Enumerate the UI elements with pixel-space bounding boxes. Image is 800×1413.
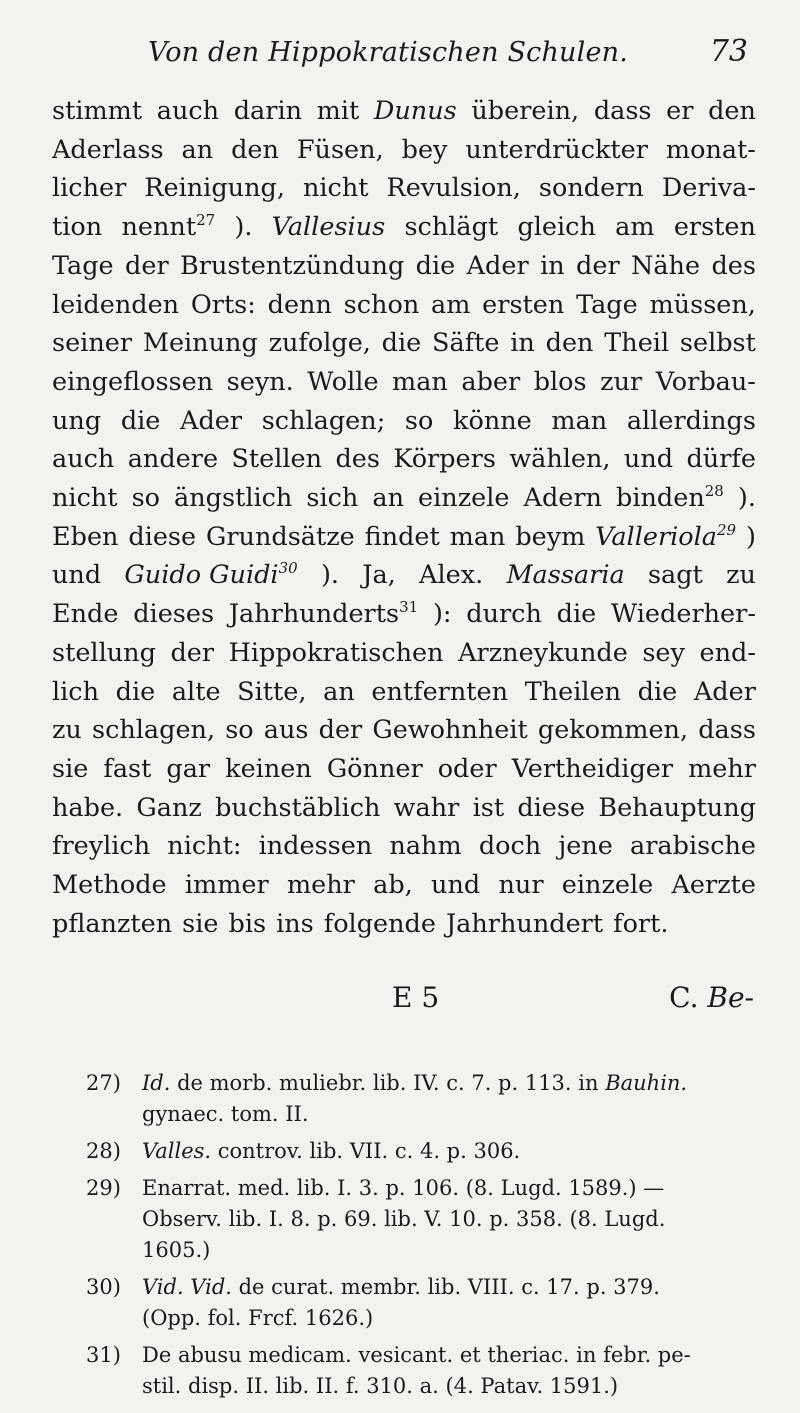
word: alte — [171, 676, 221, 707]
text-line — [52, 595, 756, 634]
word: einzele — [418, 483, 510, 514]
word: dass — [698, 715, 756, 746]
word: Tage — [52, 250, 114, 281]
word: Dunus — [373, 96, 457, 126]
word: man — [449, 521, 506, 552]
footnote-number: 28) — [86, 1139, 121, 1164]
word: gar — [166, 753, 211, 784]
footnote-ref: 31 — [399, 598, 419, 617]
word: arabische — [630, 831, 756, 862]
word: die — [381, 328, 422, 359]
text-line — [52, 634, 756, 673]
word: durch — [466, 599, 542, 630]
text-line — [52, 789, 756, 828]
word: schlägt — [404, 212, 499, 243]
text-line — [52, 479, 756, 518]
word: Grundsätze — [205, 521, 355, 552]
word: beym — [515, 521, 586, 552]
word: Aderlass — [52, 134, 164, 165]
word: ersten — [673, 212, 756, 243]
word: eingeflossen — [52, 366, 214, 397]
word: Arzneykunde — [458, 637, 628, 668]
word: gekommen, — [537, 715, 689, 746]
word: selbst — [679, 328, 756, 359]
word: mit — [316, 96, 360, 126]
word: findet — [364, 521, 440, 552]
word: zufolge, — [268, 328, 371, 359]
word: Säfte — [432, 328, 500, 359]
word: Stellen — [231, 444, 323, 475]
word: stimmt — [52, 96, 143, 126]
word: wählen, — [509, 444, 611, 475]
word: so — [404, 405, 434, 436]
word: seiner — [52, 328, 133, 359]
word: und — [431, 870, 481, 901]
word: binden$^{28}$ — [616, 482, 724, 514]
footnote-line: Id. de morb. muliebr. lib. IV. c. 7. p. 113. in Bauhin. — [142, 1071, 688, 1096]
word: bis — [228, 908, 267, 939]
word: Massaria — [506, 560, 625, 591]
text-line — [52, 518, 756, 557]
word: des — [335, 444, 380, 475]
word: Jahrhunderts$^{31}$ — [228, 598, 419, 630]
word: sie — [182, 908, 219, 939]
word: dürfe — [686, 444, 756, 475]
text-line — [52, 363, 756, 402]
word: aus — [263, 715, 309, 746]
text-line — [52, 556, 756, 595]
word: fast — [103, 753, 152, 784]
footnote-ref: 30 — [278, 559, 298, 578]
word: einzele — [561, 870, 654, 901]
word: darin — [233, 96, 303, 126]
word: pflanzten — [52, 908, 173, 939]
footnote-line: (Opp. fol. Frcf. 1626.) — [142, 1306, 374, 1331]
page-number: 73 — [709, 34, 748, 69]
word: nicht: — [167, 831, 242, 862]
word: Vallesius — [271, 212, 386, 243]
word: Adern — [523, 483, 602, 514]
word: so — [131, 483, 161, 514]
word: licher — [52, 173, 127, 204]
footnotes — [52, 1068, 756, 1402]
word: Ader — [180, 405, 243, 436]
text-line — [52, 440, 756, 479]
word: entfernten — [371, 676, 509, 707]
word: Vertheidiger — [511, 753, 674, 784]
word: nicht — [52, 483, 118, 514]
word: keinen — [225, 753, 312, 784]
word: Wiederher- — [611, 599, 756, 630]
word: ist — [472, 792, 505, 823]
word: nahm — [389, 831, 462, 862]
footnote-line: Vid. Vid. de curat. membr. lib. VIII. c. 17. p. 379. — [142, 1275, 660, 1300]
word: Eben — [52, 521, 119, 552]
word: ): — [432, 599, 452, 630]
text-line — [52, 750, 756, 789]
word: dass — [593, 96, 652, 126]
word: er — [666, 96, 694, 126]
footnote — [52, 1136, 756, 1167]
word: an — [181, 134, 214, 165]
word: am — [431, 289, 471, 320]
word: oder — [437, 753, 497, 784]
word: Ja, — [362, 560, 396, 591]
footnote-line: Observ. lib. I. 8. p. 69. lib. V. 10. p. 358. (8. Lugd. — [142, 1207, 666, 1232]
word: sich — [306, 483, 359, 514]
text-line — [52, 402, 756, 441]
word: überein, — [471, 96, 580, 126]
word: Wolle — [307, 366, 379, 397]
word: man — [392, 366, 448, 397]
word: gleich — [517, 212, 596, 243]
word: ängstlich — [174, 483, 293, 514]
word: Orts: — [190, 289, 256, 320]
text-line — [52, 673, 756, 712]
word: buchstäblich — [215, 792, 381, 823]
word: zu — [52, 715, 82, 746]
word: Gönner — [326, 753, 423, 784]
word: ins — [276, 908, 314, 939]
text-line — [52, 208, 756, 247]
word: lich — [52, 676, 100, 707]
word: Tage — [576, 289, 638, 320]
word: den — [545, 328, 594, 359]
word: fort. — [613, 908, 669, 939]
word: folgende — [323, 908, 436, 939]
word: nennt$^{27}$ — [121, 211, 216, 243]
word: Aerzte — [671, 870, 756, 901]
word: diese — [128, 521, 197, 552]
word: der — [125, 250, 169, 281]
text-line — [52, 905, 756, 944]
word: jene — [558, 831, 613, 862]
word: müssen, — [649, 289, 756, 320]
word: zur — [600, 366, 643, 397]
word: ) — [746, 521, 756, 552]
word: und — [623, 444, 674, 475]
word: aber — [461, 366, 521, 397]
footnote-line: 1605.) — [142, 1238, 211, 1263]
word: Theilen — [524, 676, 622, 707]
text-line — [52, 827, 756, 866]
word: am — [615, 212, 655, 243]
word: sie — [52, 753, 89, 784]
footnote — [52, 1340, 756, 1402]
footnote-line: De abusu medicam. vesicant. et theriac. in febr. pe- — [142, 1343, 691, 1368]
word: mehr — [286, 870, 355, 901]
word: der — [576, 250, 620, 281]
word: Methode — [52, 870, 167, 901]
word: schon — [343, 289, 420, 320]
word: ). — [737, 483, 756, 514]
word: tion — [52, 212, 103, 243]
catchword: C. Be- — [669, 981, 754, 1015]
footnote-line: Valles. controv. lib. VII. c. 4. p. 306. — [142, 1139, 521, 1164]
word: bey — [401, 134, 448, 165]
word: die — [556, 599, 597, 630]
word: nicht — [302, 173, 369, 204]
word: der — [170, 637, 215, 668]
word: immer — [184, 870, 269, 901]
word: des — [711, 250, 756, 281]
word: habe. — [52, 792, 124, 823]
word: Ende — [52, 599, 119, 630]
word: Guido Guidi$^{30}$ — [124, 559, 298, 591]
word: ). — [234, 212, 253, 243]
word: der — [318, 715, 363, 746]
word: Behauptung — [598, 792, 756, 823]
word: Füsen, — [296, 134, 384, 165]
word: Hippokratischen — [228, 637, 444, 668]
word: so — [225, 715, 254, 746]
word: Sitte, — [237, 676, 307, 707]
footnote — [52, 1068, 756, 1130]
word: Ader — [466, 250, 529, 281]
text-line — [52, 247, 756, 286]
word: in — [540, 250, 565, 281]
word: die — [115, 676, 156, 707]
word: sondern — [538, 173, 644, 204]
text-line — [52, 866, 756, 905]
word: an — [323, 676, 355, 707]
footnote-number: 29) — [86, 1176, 121, 1201]
text-line — [52, 131, 756, 170]
word: Gewohnheit — [372, 715, 528, 746]
word: Revulsion, — [386, 173, 521, 204]
running-title: Von den Hippokratischen Schulen. — [148, 37, 629, 68]
word: leidenden — [52, 289, 180, 320]
word: nur — [498, 870, 544, 901]
word: Ader — [693, 676, 756, 707]
word: end- — [699, 637, 756, 668]
word: ). — [320, 560, 339, 591]
text-line — [52, 169, 756, 208]
word: sey — [642, 637, 685, 668]
word: schlagen; — [261, 405, 386, 436]
word: den — [708, 96, 756, 126]
word: andere — [127, 444, 219, 475]
word: denn — [267, 289, 332, 320]
word: diese — [517, 792, 586, 823]
signature-mark: E 5 — [392, 981, 440, 1015]
word: auch — [52, 444, 115, 475]
footnote-number: 30) — [86, 1275, 121, 1300]
footnote — [52, 1173, 756, 1266]
word: ersten — [482, 289, 565, 320]
text-line — [52, 92, 756, 131]
text-line — [52, 286, 756, 325]
word: Brustentzündung — [180, 250, 405, 281]
word: Meinung — [142, 328, 258, 359]
word: ung — [52, 405, 102, 436]
word: wahr — [393, 792, 460, 823]
footnote-ref: 27 — [196, 211, 216, 230]
word: allerdings — [626, 405, 756, 436]
footnote-ref: 28 — [704, 482, 724, 501]
word: und — [52, 560, 102, 591]
word: Vorbau- — [655, 366, 756, 397]
word: stellung — [52, 637, 156, 668]
word: blos — [533, 366, 587, 397]
word: indessen — [258, 831, 373, 862]
word: Jahrhundert — [445, 908, 604, 939]
word: doch — [478, 831, 542, 862]
word: man — [551, 405, 608, 436]
word: könne — [453, 405, 532, 436]
word: freylich — [52, 831, 151, 862]
word: die — [637, 676, 678, 707]
footnote-line: Enarrat. med. lib. I. 3. p. 106. (8. Lugd. 1589.) — — [142, 1176, 665, 1201]
word: monat- — [665, 134, 756, 165]
word: die — [120, 405, 161, 436]
main-text — [52, 92, 756, 943]
footnote-ref: 29 — [717, 520, 737, 539]
word: Nähe — [631, 250, 701, 281]
running-header — [52, 34, 756, 92]
signature-line — [52, 981, 756, 1014]
word: an — [372, 483, 405, 514]
word: unterdrückter — [465, 134, 648, 165]
word: ab, — [373, 870, 413, 901]
footnote-line: gynaec. tom. II. — [142, 1102, 309, 1127]
word: zu — [726, 560, 756, 591]
footnote-number: 31) — [86, 1343, 121, 1368]
footnote — [52, 1272, 756, 1334]
word: mehr — [688, 753, 756, 784]
word: Körpers — [393, 444, 496, 475]
text-line — [52, 324, 756, 363]
word: auch — [156, 96, 220, 126]
footnote-line: stil. disp. II. lib. II. f. 310. a. (4. Patav. 1591.) — [142, 1374, 619, 1399]
word: die — [415, 250, 456, 281]
word: Valleriola$^{29}$ — [595, 520, 737, 552]
word: Deriva- — [661, 173, 756, 204]
word: dieses — [133, 599, 215, 630]
word: den — [231, 134, 279, 165]
footnote-number: 27) — [86, 1071, 121, 1096]
word: sagt — [647, 560, 703, 591]
word: seyn. — [226, 366, 294, 397]
word: Theil — [604, 328, 670, 359]
text-line — [52, 711, 756, 750]
word: Reinigung, — [144, 173, 285, 204]
word: in — [510, 328, 535, 359]
word: Alex. — [419, 560, 484, 591]
word: Ganz — [136, 792, 202, 823]
word: schlagen, — [91, 715, 216, 746]
